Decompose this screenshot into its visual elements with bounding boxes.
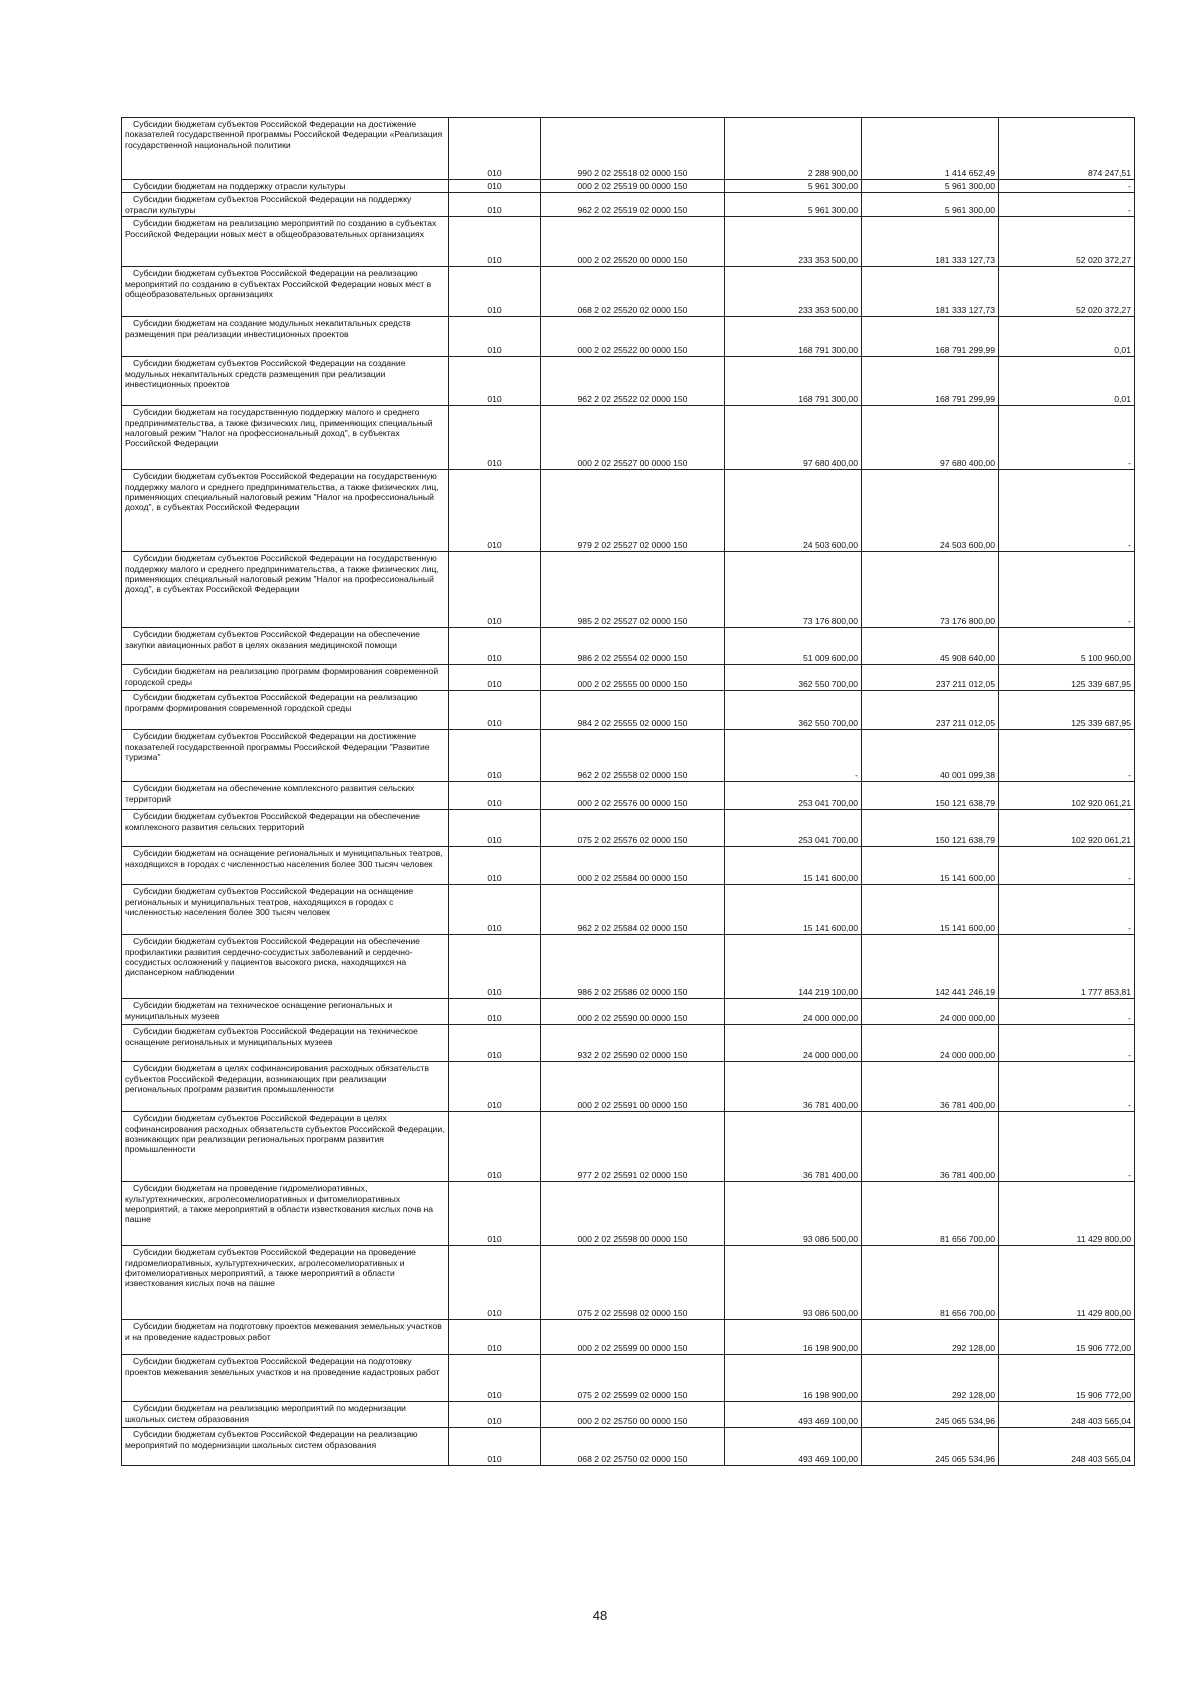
table-row — [122, 665, 1135, 691]
unexecuted-amount: 125 339 687,95 — [999, 665, 1135, 691]
line-code: 010 — [449, 267, 541, 317]
line-code: 010 — [449, 999, 541, 1025]
executed-amount: 5 961 300,00 — [862, 193, 999, 217]
executed-amount: 36 781 400,00 — [862, 1112, 999, 1182]
indicator-name: Субсидии бюджетам субъектов Российской Федерации на поддержку отрасли культуры — [122, 193, 449, 217]
unexecuted-amount: - — [999, 730, 1135, 782]
budget-classification-code: 962 2 02 25584 02 0000 150 — [541, 885, 725, 935]
unexecuted-amount: - — [999, 406, 1135, 470]
line-code: 010 — [449, 1428, 541, 1466]
table-row — [122, 1246, 1135, 1320]
approved-amount: 493 469 100,00 — [725, 1428, 862, 1466]
line-code: 010 — [449, 118, 541, 180]
budget-classification-code: 000 2 02 25555 00 0000 150 — [541, 665, 725, 691]
table-row — [122, 193, 1135, 217]
executed-amount: 142 441 246,19 — [862, 935, 999, 999]
executed-amount: 81 656 700,00 — [862, 1182, 999, 1246]
budget-classification-code: 075 2 02 25576 02 0000 150 — [541, 810, 725, 847]
table-row — [122, 406, 1135, 470]
budget-classification-code: 962 2 02 25522 02 0000 150 — [541, 357, 725, 406]
line-code: 010 — [449, 552, 541, 628]
budget-classification-code: 000 2 02 25598 00 0000 150 — [541, 1182, 725, 1246]
budget-classification-code: 990 2 02 25518 02 0000 150 — [541, 118, 725, 180]
budget-classification-code: 068 2 02 25520 02 0000 150 — [541, 267, 725, 317]
budget-classification-code: 068 2 02 25750 02 0000 150 — [541, 1428, 725, 1466]
table-row — [122, 1112, 1135, 1182]
budget-classification-code: 984 2 02 25555 02 0000 150 — [541, 691, 725, 730]
approved-amount: 93 086 500,00 — [725, 1182, 862, 1246]
budget-classification-code: 000 2 02 25527 00 0000 150 — [541, 406, 725, 470]
line-code: 010 — [449, 628, 541, 665]
indicator-name: Субсидии бюджетам субъектов Российской Федерации на проведение гидромелиоративных, культуртехнических, агролесомелиоративных и фитомелиоративных мероприятий, а также мероприятий в области известкования кислых почв на пашне — [122, 1246, 449, 1320]
executed-amount: 15 141 600,00 — [862, 847, 999, 885]
table-row — [122, 999, 1135, 1025]
budget-classification-code: 000 2 02 25519 00 0000 150 — [541, 180, 725, 193]
unexecuted-amount: 102 920 061,21 — [999, 782, 1135, 810]
line-code: 010 — [449, 935, 541, 999]
unexecuted-amount: 1 777 853,81 — [999, 935, 1135, 999]
budget-classification-code: 000 2 02 25599 00 0000 150 — [541, 1320, 725, 1355]
unexecuted-amount: 5 100 960,00 — [999, 628, 1135, 665]
table-row — [122, 730, 1135, 782]
approved-amount: 253 041 700,00 — [725, 782, 862, 810]
indicator-name: Субсидии бюджетам субъектов Российской Федерации на государственную поддержку малого и среднего предпринимательства, а также физических лиц, применяющих специальный налоговый режим "Налог на профессиональный доход", в субъектах Российской Федерации — [122, 552, 449, 628]
line-code: 010 — [449, 885, 541, 935]
line-code: 010 — [449, 1112, 541, 1182]
indicator-name: Субсидии бюджетам субъектов Российской Федерации на подготовку проектов межевания земельных участков и на проведение кадастровых работ — [122, 1355, 449, 1402]
table-row — [122, 217, 1135, 267]
approved-amount: 2 288 900,00 — [725, 118, 862, 180]
unexecuted-amount: 0,01 — [999, 317, 1135, 357]
budget-table-sheet — [121, 117, 1135, 1466]
approved-amount: 15 141 600,00 — [725, 885, 862, 935]
unexecuted-amount: 52 020 372,27 — [999, 267, 1135, 317]
approved-amount: 16 198 900,00 — [725, 1355, 862, 1402]
executed-amount: 245 065 534,96 — [862, 1402, 999, 1428]
unexecuted-amount: - — [999, 999, 1135, 1025]
unexecuted-amount: 11 429 800,00 — [999, 1246, 1135, 1320]
executed-amount: 168 791 299,99 — [862, 357, 999, 406]
budget-classification-code: 075 2 02 25598 02 0000 150 — [541, 1246, 725, 1320]
line-code: 010 — [449, 1182, 541, 1246]
approved-amount: 36 781 400,00 — [725, 1062, 862, 1112]
indicator-name: Субсидии бюджетам на государственную поддержку малого и среднего предпринимательства, а также физических лиц, применяющих специальный налоговый режим "Налог на профессиональный доход", в субъектах Российской Федерации — [122, 406, 449, 470]
table-row — [122, 1025, 1135, 1062]
budget-classification-code: 986 2 02 25586 02 0000 150 — [541, 935, 725, 999]
unexecuted-amount: 0,01 — [999, 357, 1135, 406]
indicator-name: Субсидии бюджетам субъектов Российской Федерации на обеспечение профилактики развития сердечно-сосудистых заболеваний и сердечно-сосудистых осложнений у пациентов высокого риска, находящихся на диспансерном наблюдении — [122, 935, 449, 999]
unexecuted-amount: - — [999, 470, 1135, 552]
table-body — [122, 118, 1135, 1466]
indicator-name: Субсидии бюджетам на реализацию программ формирования современной городской среды — [122, 665, 449, 691]
indicator-name: Субсидии бюджетам субъектов Российской Федерации на реализацию мероприятий по созданию в субъектах Российской Федерации новых мест в общеобразовательных организациях — [122, 267, 449, 317]
approved-amount: 362 550 700,00 — [725, 665, 862, 691]
line-code: 010 — [449, 730, 541, 782]
executed-amount: 181 333 127,73 — [862, 267, 999, 317]
indicator-name: Субсидии бюджетам на создание модульных некапитальных средств размещения при реализации инвестиционных проектов — [122, 317, 449, 357]
executed-amount: 45 908 640,00 — [862, 628, 999, 665]
budget-classification-code: 000 2 02 25522 00 0000 150 — [541, 317, 725, 357]
table-row — [122, 885, 1135, 935]
unexecuted-amount: - — [999, 1025, 1135, 1062]
budget-classification-code: 000 2 02 25750 00 0000 150 — [541, 1402, 725, 1428]
indicator-name: Субсидии бюджетам субъектов Российской Федерации на оснащение региональных и муниципальных театров, находящихся в городах с численностью населения более 300 тысяч человек — [122, 885, 449, 935]
line-code: 010 — [449, 1062, 541, 1112]
executed-amount: 24 503 600,00 — [862, 470, 999, 552]
indicator-name: Субсидии бюджетам на реализацию мероприятий по модернизации школьных систем образования — [122, 1402, 449, 1428]
line-code: 010 — [449, 810, 541, 847]
line-code: 010 — [449, 1246, 541, 1320]
approved-amount: 233 353 500,00 — [725, 217, 862, 267]
indicator-name: Субсидии бюджетам в целях софинансирования расходных обязательств субъектов Российской Федерации, возникающих при реализации региональных программ развития промышленности — [122, 1062, 449, 1112]
indicator-name: Субсидии бюджетам на оснащение региональных и муниципальных театров, находящихся в городах с численностью населения более 300 тысяч человек — [122, 847, 449, 885]
approved-amount: 5 961 300,00 — [725, 193, 862, 217]
executed-amount: 40 001 099,38 — [862, 730, 999, 782]
unexecuted-amount: 248 403 565,04 — [999, 1402, 1135, 1428]
executed-amount: 73 176 800,00 — [862, 552, 999, 628]
table-row — [122, 470, 1135, 552]
line-code: 010 — [449, 317, 541, 357]
executed-amount: 150 121 638,79 — [862, 782, 999, 810]
table-row — [122, 1062, 1135, 1112]
approved-amount: 16 198 900,00 — [725, 1320, 862, 1355]
unexecuted-amount: - — [999, 193, 1135, 217]
approved-amount: 253 041 700,00 — [725, 810, 862, 847]
budget-classification-code: 962 2 02 25519 02 0000 150 — [541, 193, 725, 217]
table-row — [122, 691, 1135, 730]
unexecuted-amount: 15 906 772,00 — [999, 1320, 1135, 1355]
indicator-name: Субсидии бюджетам субъектов Российской Федерации в целях софинансирования расходных обязательств субъектов Российской Федерации, возникающих при реализации региональных программ развития промышленности — [122, 1112, 449, 1182]
approved-amount: 362 550 700,00 — [725, 691, 862, 730]
budget-classification-code: 985 2 02 25527 02 0000 150 — [541, 552, 725, 628]
unexecuted-amount: 52 020 372,27 — [999, 217, 1135, 267]
unexecuted-amount: 11 429 800,00 — [999, 1182, 1135, 1246]
approved-amount: 5 961 300,00 — [725, 180, 862, 193]
approved-amount: 93 086 500,00 — [725, 1246, 862, 1320]
approved-amount: - — [725, 730, 862, 782]
executed-amount: 245 065 534,96 — [862, 1428, 999, 1466]
budget-classification-code: 000 2 02 25576 00 0000 150 — [541, 782, 725, 810]
unexecuted-amount: - — [999, 180, 1135, 193]
table-row — [122, 935, 1135, 999]
budget-classification-code: 000 2 02 25584 00 0000 150 — [541, 847, 725, 885]
table-row — [122, 267, 1135, 317]
executed-amount: 5 961 300,00 — [862, 180, 999, 193]
table-row — [122, 1182, 1135, 1246]
budget-classification-code: 932 2 02 25590 02 0000 150 — [541, 1025, 725, 1062]
indicator-name: Субсидии бюджетам субъектов Российской Федерации на реализацию программ формирования современной городской среды — [122, 691, 449, 730]
executed-amount: 24 000 000,00 — [862, 999, 999, 1025]
executed-amount: 150 121 638,79 — [862, 810, 999, 847]
table-row — [122, 1320, 1135, 1355]
indicator-name: Субсидии бюджетам субъектов Российской Федерации на государственную поддержку малого и среднего предпринимательства, а также физических лиц, применяющих специальный налоговый режим "Налог на профессиональный доход", в субъектах Российской Федерации — [122, 470, 449, 552]
line-code: 010 — [449, 470, 541, 552]
indicator-name: Субсидии бюджетам субъектов Российской Федерации на создание модульных некапитальных средств размещения при реализации инвестиционных проектов — [122, 357, 449, 406]
executed-amount: 97 680 400,00 — [862, 406, 999, 470]
unexecuted-amount: - — [999, 1112, 1135, 1182]
approved-amount: 51 009 600,00 — [725, 628, 862, 665]
line-code: 010 — [449, 1355, 541, 1402]
unexecuted-amount: 248 403 565,04 — [999, 1428, 1135, 1466]
table-row — [122, 1402, 1135, 1428]
budget-classification-code: 977 2 02 25591 02 0000 150 — [541, 1112, 725, 1182]
budget-classification-code: 000 2 02 25591 00 0000 150 — [541, 1062, 725, 1112]
indicator-name: Субсидии бюджетам субъектов Российской Федерации на техническое оснащение региональных и муниципальных музеев — [122, 1025, 449, 1062]
line-code: 010 — [449, 193, 541, 217]
table-row — [122, 180, 1135, 193]
indicator-name: Субсидии бюджетам субъектов Российской Федерации на реализацию мероприятий по модернизации школьных систем образования — [122, 1428, 449, 1466]
line-code: 010 — [449, 782, 541, 810]
executed-amount: 24 000 000,00 — [862, 1025, 999, 1062]
table-row — [122, 810, 1135, 847]
unexecuted-amount: - — [999, 1062, 1135, 1112]
executed-amount: 181 333 127,73 — [862, 217, 999, 267]
table-row — [122, 118, 1135, 180]
executed-amount: 15 141 600,00 — [862, 885, 999, 935]
unexecuted-amount: 15 906 772,00 — [999, 1355, 1135, 1402]
line-code: 010 — [449, 180, 541, 193]
line-code: 010 — [449, 406, 541, 470]
unexecuted-amount: 125 339 687,95 — [999, 691, 1135, 730]
table-row — [122, 1355, 1135, 1402]
indicator-name: Субсидии бюджетам на обеспечение комплексного развития сельских территорий — [122, 782, 449, 810]
approved-amount: 233 353 500,00 — [725, 267, 862, 317]
table-row — [122, 782, 1135, 810]
line-code: 010 — [449, 665, 541, 691]
line-code: 010 — [449, 217, 541, 267]
approved-amount: 73 176 800,00 — [725, 552, 862, 628]
executed-amount: 292 128,00 — [862, 1355, 999, 1402]
executed-amount: 292 128,00 — [862, 1320, 999, 1355]
table-row — [122, 552, 1135, 628]
table-row — [122, 317, 1135, 357]
indicator-name: Субсидии бюджетам на поддержку отрасли культуры — [122, 180, 449, 193]
budget-classification-code: 000 2 02 25520 00 0000 150 — [541, 217, 725, 267]
executed-amount: 1 414 652,49 — [862, 118, 999, 180]
indicator-name: Субсидии бюджетам субъектов Российской Федерации на обеспечение комплексного развития сельских территорий — [122, 810, 449, 847]
unexecuted-amount: 102 920 061,21 — [999, 810, 1135, 847]
budget-classification-code: 962 2 02 25558 02 0000 150 — [541, 730, 725, 782]
budget-classification-code: 075 2 02 25599 02 0000 150 — [541, 1355, 725, 1402]
approved-amount: 24 000 000,00 — [725, 999, 862, 1025]
indicator-name: Субсидии бюджетам субъектов Российской Федерации на достижение показателей государственной программы Российской Федерации "Развитие туризма" — [122, 730, 449, 782]
approved-amount: 24 000 000,00 — [725, 1025, 862, 1062]
line-code: 010 — [449, 1402, 541, 1428]
unexecuted-amount: - — [999, 552, 1135, 628]
page-number: 48 — [592, 1608, 608, 1623]
budget-revenue-table — [121, 117, 1135, 1466]
line-code: 010 — [449, 691, 541, 730]
indicator-name: Субсидии бюджетам на подготовку проектов межевания земельных участков и на проведение кадастровых работ — [122, 1320, 449, 1355]
table-row — [122, 357, 1135, 406]
indicator-name: Субсидии бюджетам субъектов Российской Федерации на обеспечение закупки авиационных работ в целях оказания медицинской помощи — [122, 628, 449, 665]
line-code: 010 — [449, 847, 541, 885]
line-code: 010 — [449, 357, 541, 406]
line-code: 010 — [449, 1025, 541, 1062]
approved-amount: 168 791 300,00 — [725, 317, 862, 357]
executed-amount: 237 211 012,05 — [862, 691, 999, 730]
indicator-name: Субсидии бюджетам субъектов Российской Федерации на достижение показателей государственной программы Российской Федерации «Реализация государственной национальной политики — [122, 118, 449, 180]
budget-classification-code: 000 2 02 25590 00 0000 150 — [541, 999, 725, 1025]
budget-classification-code: 986 2 02 25554 02 0000 150 — [541, 628, 725, 665]
approved-amount: 15 141 600,00 — [725, 847, 862, 885]
approved-amount: 493 469 100,00 — [725, 1402, 862, 1428]
table-row — [122, 628, 1135, 665]
table-row — [122, 847, 1135, 885]
unexecuted-amount: 874 247,51 — [999, 118, 1135, 180]
executed-amount: 237 211 012,05 — [862, 665, 999, 691]
line-code: 010 — [449, 1320, 541, 1355]
unexecuted-amount: - — [999, 885, 1135, 935]
approved-amount: 144 219 100,00 — [725, 935, 862, 999]
approved-amount: 36 781 400,00 — [725, 1112, 862, 1182]
unexecuted-amount: - — [999, 847, 1135, 885]
table-row — [122, 1428, 1135, 1466]
executed-amount: 168 791 299,99 — [862, 317, 999, 357]
approved-amount: 97 680 400,00 — [725, 406, 862, 470]
approved-amount: 24 503 600,00 — [725, 470, 862, 552]
executed-amount: 81 656 700,00 — [862, 1246, 999, 1320]
indicator-name: Субсидии бюджетам на реализацию мероприятий по созданию в субъектах Российской Федерации новых мест в общеобразовательных организациях — [122, 217, 449, 267]
indicator-name: Субсидии бюджетам на техническое оснащение региональных и муниципальных музеев — [122, 999, 449, 1025]
budget-classification-code: 979 2 02 25527 02 0000 150 — [541, 470, 725, 552]
indicator-name: Субсидии бюджетам на проведение гидромелиоративных, культуртехнических, агролесомелиоративных и фитомелиоративных мероприятий, а также мероприятий в области известкования кислых почв на пашне — [122, 1182, 449, 1246]
executed-amount: 36 781 400,00 — [862, 1062, 999, 1112]
approved-amount: 168 791 300,00 — [725, 357, 862, 406]
